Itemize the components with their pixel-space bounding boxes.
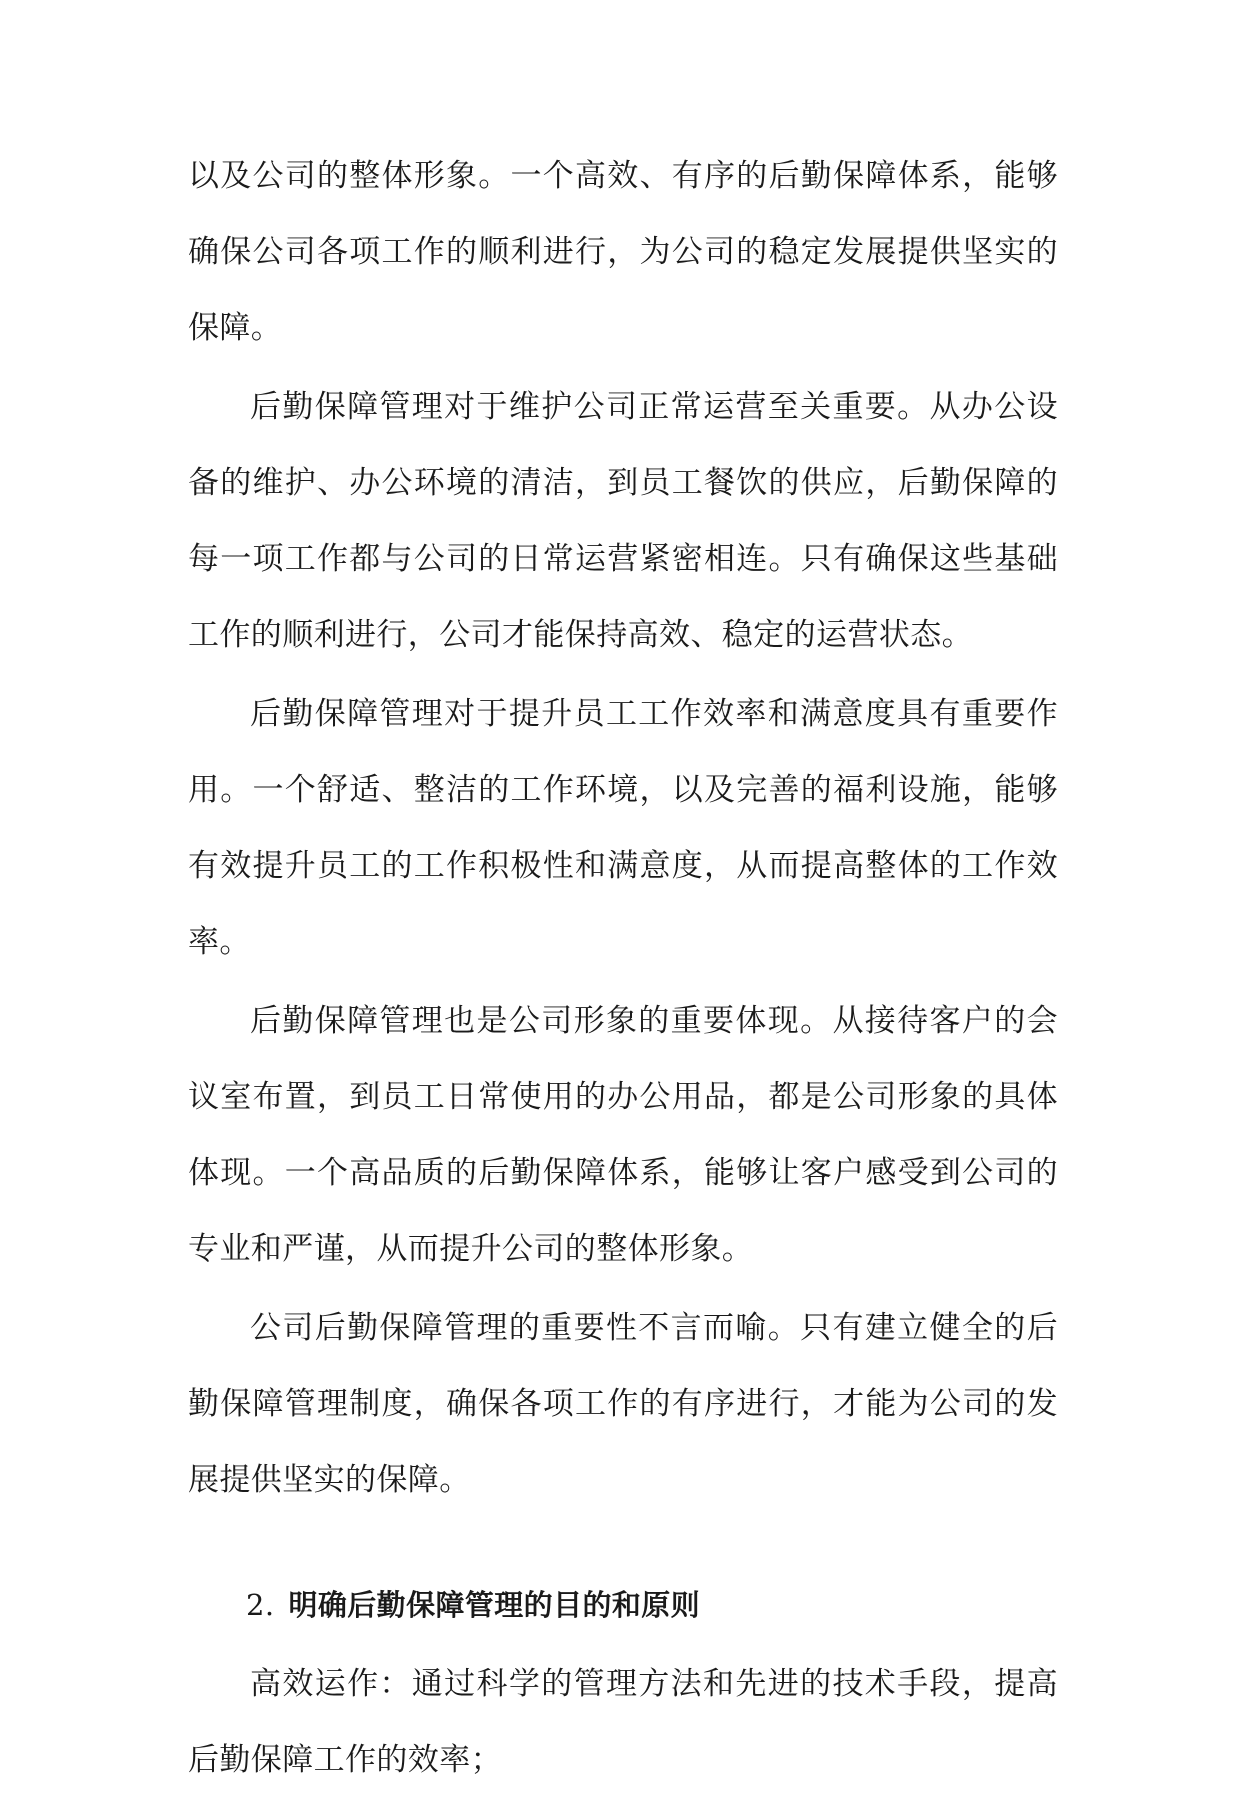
document-page xyxy=(188,138,1058,1801)
paragraph-employee-efficiency: 后勤保障管理对于提升员工工作效率和满意度具有重要作用。一个舒适、整洁的工作环境，以及完善的福利设施，能够有效提升员工的工作积极性和满意度，从而提高整体的工作效率。 xyxy=(188,696,1058,960)
section-title: 明确后勤保障管理的目的和原则 xyxy=(288,1588,701,1622)
paragraph-corporate-image: 后勤保障管理也是公司形象的重要体现。从接待客户的会议室布置，到员工日常使用的办公用品，都是公司形象的具体体现。一个高品质的后勤保障体系，能够让客户感受到公司的专业和严谨，从而提升公司的整体形象。 xyxy=(188,1003,1058,1267)
section-heading xyxy=(188,1567,1058,1643)
section-number: 2. xyxy=(246,1588,275,1622)
paragraph-importance-summary: 公司后勤保障管理的重要性不言而喻。只有建立健全的后勤保障管理制度，确保各项工作的有序进行，才能为公司的发展提供坚实的保障。 xyxy=(188,1310,1058,1498)
paragraph-efficient-operation: 高效运作：通过科学的管理方法和先进的技术手段，提高后勤保障工作的效率； xyxy=(188,1666,1058,1778)
paragraph-normal-operation: 后勤保障管理对于维护公司正常运营至关重要。从办公设备的维护、办公环境的清洁，到员工餐饮的供应，后勤保障的每一项工作都与公司的日常运营紧密相连。只有确保这些基础工作的顺利进行，公司才能保持高效、稳定的运营状态。 xyxy=(188,389,1058,653)
paragraph-company-image: 以及公司的整体形象。一个高效、有序的后勤保障体系，能够确保公司各项工作的顺利进行，为公司的稳定发展提供坚实的保障。 xyxy=(188,158,1058,346)
